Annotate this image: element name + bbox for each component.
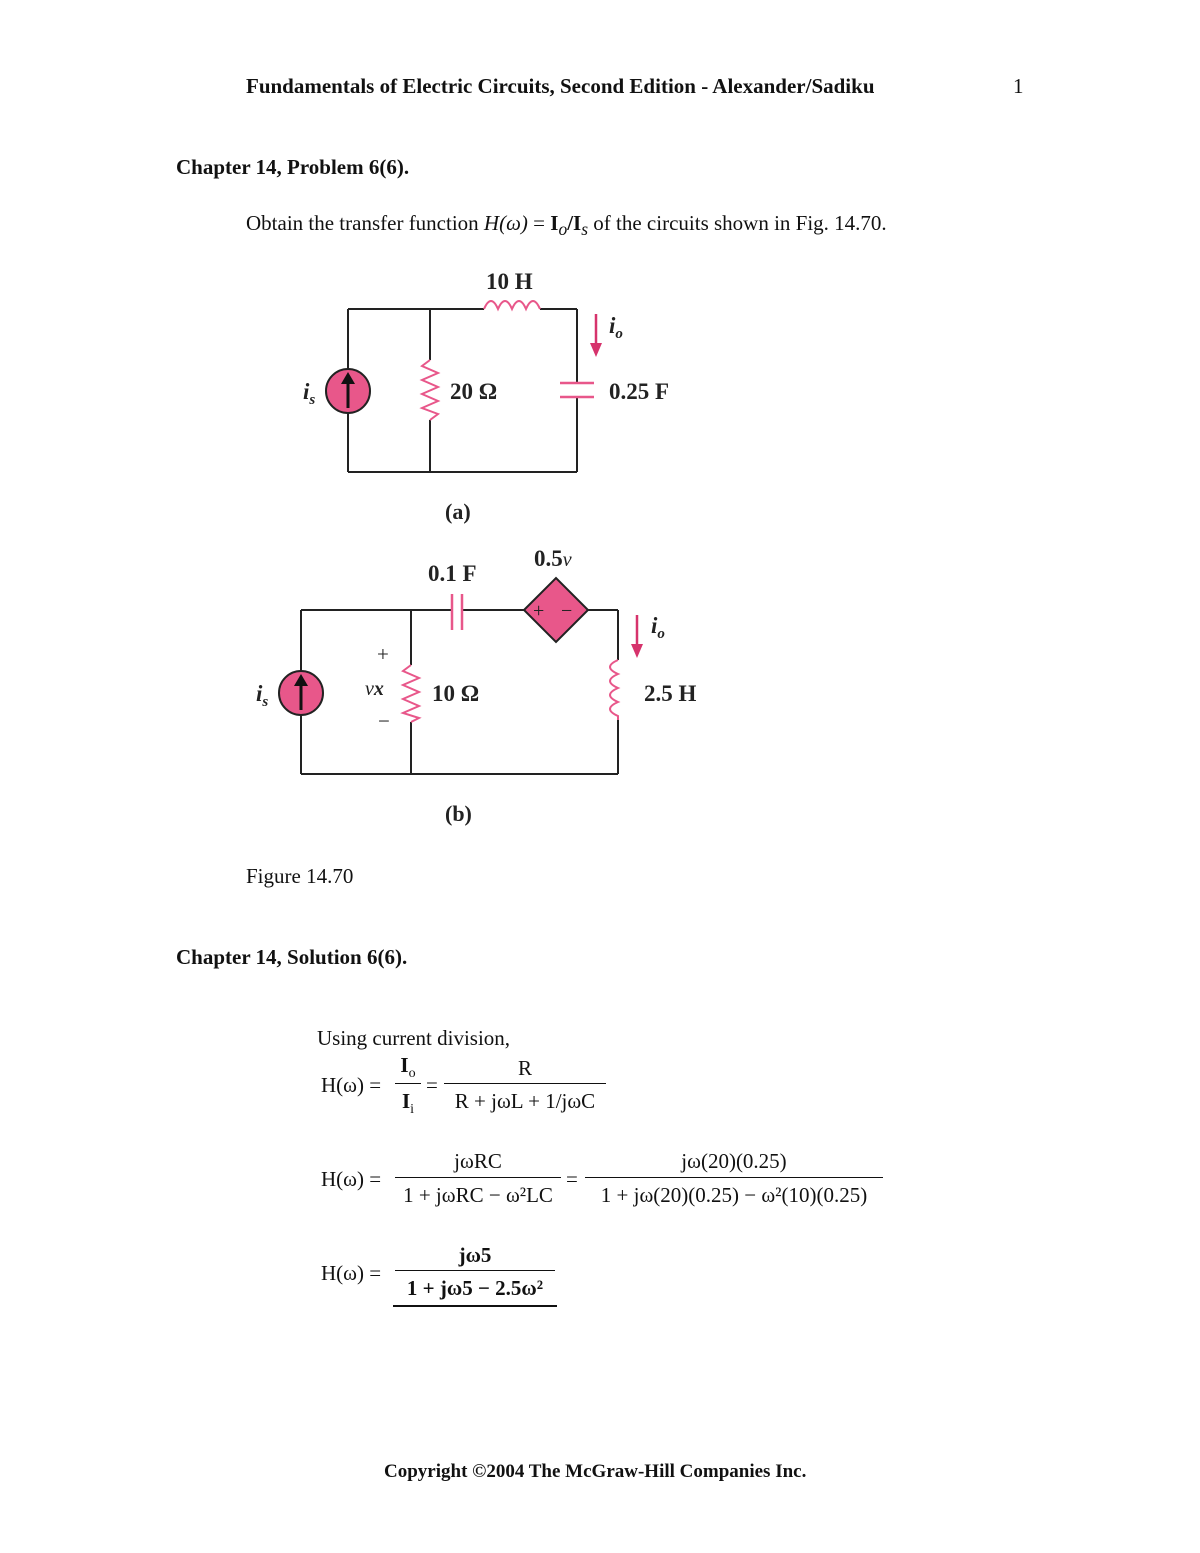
eq1-den2: R + jωL + 1/jωC (454, 1089, 596, 1113)
eq1-num1-sub: o (408, 1066, 416, 1082)
statement-func: H(ω) (483, 211, 528, 235)
dep-source-coef: 0.5 (534, 546, 563, 571)
statement-prefix: Obtain the transfer function (246, 211, 484, 235)
capacitor-01-symbol (452, 594, 462, 630)
statement-eq: = (527, 211, 551, 235)
source-a-i: i (303, 379, 310, 404)
eq1-num2: R (517, 1056, 532, 1080)
eq1-eq: = (426, 1073, 438, 1097)
book-title: Fundamentals of Electric Circuits, Second Edition - Alexander/Sadiku (246, 74, 875, 98)
capacitor-01-label: 0.1 F (428, 561, 477, 586)
current-source-b (279, 671, 323, 715)
inductor-10h-label: 10 H (486, 269, 533, 294)
eq2-num1: jωRC (454, 1149, 502, 1173)
circuit-a-diagram (280, 260, 720, 530)
io-b-sub: o (657, 626, 665, 642)
eq2-num2: jω(20)(0.25) (681, 1149, 787, 1173)
eq2-den1: 1 + jωRC − ω²LC (403, 1183, 553, 1207)
vx-sub: x (373, 678, 384, 700)
source-a-label (303, 379, 315, 408)
eq1-bar1 (395, 1083, 421, 1084)
inductor-25h-symbol (610, 660, 618, 720)
io-a-label (609, 313, 623, 342)
source-b-i: i (256, 681, 263, 706)
eq2-eq: = (566, 1167, 578, 1191)
vx-label (365, 678, 384, 700)
statement-io-sub: o (558, 219, 568, 240)
statement-is: I (573, 211, 582, 235)
source-b-label (256, 681, 268, 710)
eq3-den: 1 + jω5 − 2.5ω² (406, 1276, 544, 1300)
eq2-den2: 1 + jω(20)(0.25) − ω²(10)(0.25) (600, 1183, 868, 1207)
solution-heading: Chapter 14, Solution 6(6). (176, 945, 408, 969)
eq1-num1-i: I (400, 1053, 409, 1077)
caption-a: (a) (445, 499, 471, 524)
eq1-den1-sub: i (410, 1102, 415, 1118)
io-b-label (651, 613, 665, 642)
copyright: Copyright ©2004 The McGraw-Hill Companies Inc. (384, 1461, 807, 1482)
circuit-b-diagram (240, 535, 740, 830)
source-a-sub: s (309, 392, 316, 408)
eq1-num1 (393, 1053, 423, 1082)
inductor-25h-label: 2.5 H (644, 681, 697, 706)
statement-io: I (550, 211, 559, 235)
eq3-lhs: H(ω) = (321, 1261, 382, 1285)
solution-intro: Using current division, (317, 1026, 511, 1050)
eq1-bar2 (444, 1083, 606, 1084)
source-b-sub: s (262, 694, 269, 710)
vx-plus: + (377, 642, 389, 666)
vx-v: v (365, 678, 374, 700)
capacitor-025-label: 0.25 F (609, 379, 670, 404)
dep-source-var: v (562, 549, 572, 571)
dep-source-minus: − (561, 600, 573, 622)
caption-b: (b) (445, 801, 472, 826)
dep-source-label (534, 546, 572, 571)
page-number: 1 (1013, 74, 1024, 98)
eq1-den1-i: I (401, 1089, 411, 1113)
eq3-num: jω5 (458, 1243, 492, 1267)
statement-is-sub: s (581, 219, 589, 240)
eq2-bar2 (585, 1177, 883, 1178)
eq2-bar1 (395, 1177, 561, 1178)
inductor-10h-symbol (484, 301, 540, 309)
io-a-i: i (609, 313, 616, 338)
io-b-i: i (651, 613, 658, 638)
eq1-lhs: H(ω) = (321, 1073, 382, 1097)
io-arrow-b (631, 615, 643, 658)
eq3-bar (395, 1270, 555, 1271)
vx-minus: − (378, 709, 390, 733)
problem-statement (246, 211, 887, 240)
io-arrow-a (590, 314, 602, 357)
statement-suffix: of the circuits shown in Fig. 14.70. (588, 211, 887, 235)
io-a-sub: o (615, 326, 623, 342)
eq2-lhs: H(ω) = (321, 1167, 382, 1191)
resistor-20-symbol (422, 360, 438, 420)
resistor-10-symbol (403, 665, 419, 722)
problem-heading: Chapter 14, Problem 6(6). (176, 155, 410, 179)
dep-source-plus: + (533, 600, 545, 622)
capacitor-025-symbol (560, 383, 594, 397)
resistor-10-label: 10 Ω (432, 681, 480, 706)
figure-caption: Figure 14.70 (246, 864, 354, 888)
resistor-20-label: 20 Ω (450, 379, 498, 404)
eq1-den1 (393, 1089, 423, 1118)
current-source-a (326, 369, 370, 413)
eq3-underline (393, 1305, 557, 1307)
statement-slash: / (567, 211, 574, 235)
